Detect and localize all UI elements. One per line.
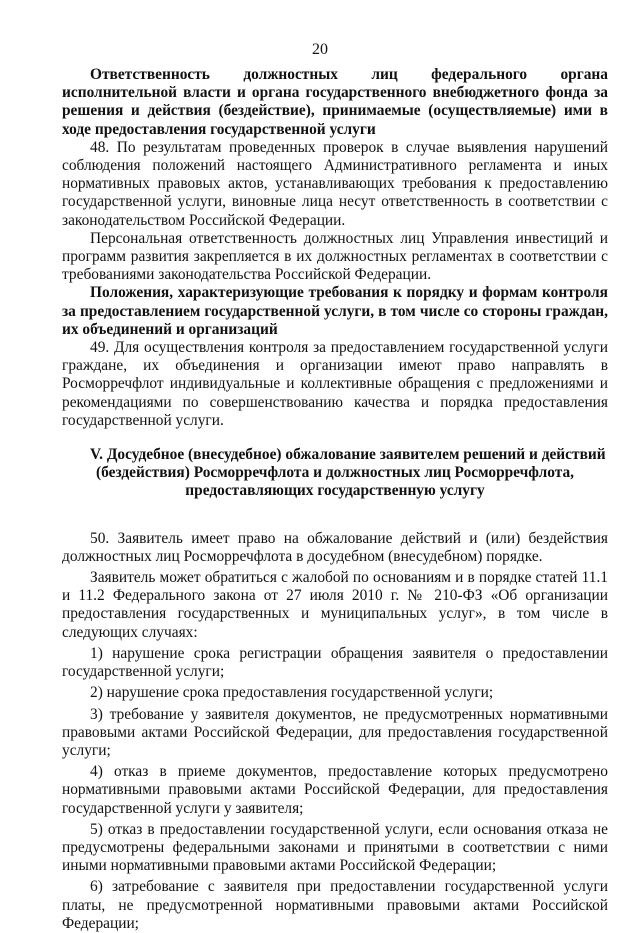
- list-item-6: 6) затребование с заявителя при предоставлении государственной услуги платы, не предусмотренной нормативными правовыми актами Российской Федерации;: [62, 878, 608, 932]
- chapter-v-title-line-1: V. Досудебное (внесудебное) обжалование заявителем решений и действий: [90, 446, 606, 464]
- paragraph-49: 49. Для осуществления контроля за предоставлением государственной услуги граждане, их объединения и организации имеют право направлять в Росморречфлот индивидуальные и коллективные обращения с предложениями и рекомендациями по совершенствованию качества и порядка предоставления государственной услуги.: [62, 339, 608, 429]
- chapter-v-title-line-3: предоставляющих государственную услугу: [185, 482, 485, 500]
- list-item-2: 2) нарушение срока предоставления государственной услуги;: [90, 684, 494, 702]
- list-item-5: 5) отказ в предоставлении государственной услуги, если основания отказа не предусмотрены федеральными законами и принятыми в соответствии с ними иными нормативными правовыми актами Российской Федерации;: [62, 820, 608, 875]
- document-body: [62, 66, 608, 933]
- list-item-4: 4) отказ в приеме документов, предоставление которых предусмотрено нормативными правовыми актами Российской Федерации, для предоставления государственной услуги у заявителя;: [62, 763, 608, 817]
- chapter-v-title-line-2: (бездействия) Росморречфлота и должностных лиц Росморречфлота,: [96, 464, 574, 482]
- paragraph-personal-responsibility: Персональная ответственность должностных лиц Управления инвестиций и программ развития закрепляется в их должностных регламентах в соответствии с требованиями законодательства Российской Федерации.: [62, 229, 608, 284]
- page-number: 20: [312, 41, 328, 58]
- paragraph-48: 48. По результатам проведенных проверок в случае выявления нарушений соблюдения положений настоящего Административного регламента и иных нормативных правовых актов, устанавливающих требования к предоставлению государственной услуги, виновные лица несут ответственность в соответствии с законодательством Российской Федерации.: [62, 138, 608, 229]
- list-item-1: 1) нарушение срока регистрации обращения заявителя о предоставлении государственной услуги;: [62, 644, 608, 681]
- section-heading-control-requirements: Положения, характеризующие требования к порядку и формам контроля за предоставлением государственной услуги, в том числе со стороны граждан, их объединений и организаций: [62, 284, 608, 338]
- list-item-3: 3) требование у заявителя документов, не предусмотренных нормативными правовыми актами Российской Федерации, для предоставления государственной услуги;: [62, 705, 608, 759]
- section-heading-responsibility: Ответственность должностных лиц федерального органа исполнительной власти и органа государственного внебюджетного фонда за решения и действия (бездействие), принимаемые (осуществляемые) ими в ходе предоставления государственной услуги: [62, 66, 608, 138]
- paragraph-50: 50. Заявитель имеет право на обжалование действий и (или) бездействия должностных лиц Росморречфлота в досудебном (внесудебном) порядке.: [62, 529, 608, 565]
- paragraph-complaint-grounds: Заявитель может обратиться с жалобой по основаниям и в порядке статей 11.1 и 11.2 Федерального закона от 27 июля 2010 г. № 210-ФЗ «Об организации предоставления государственных и муниципальных услуг», в том числе в следующих случаях:: [62, 569, 608, 641]
